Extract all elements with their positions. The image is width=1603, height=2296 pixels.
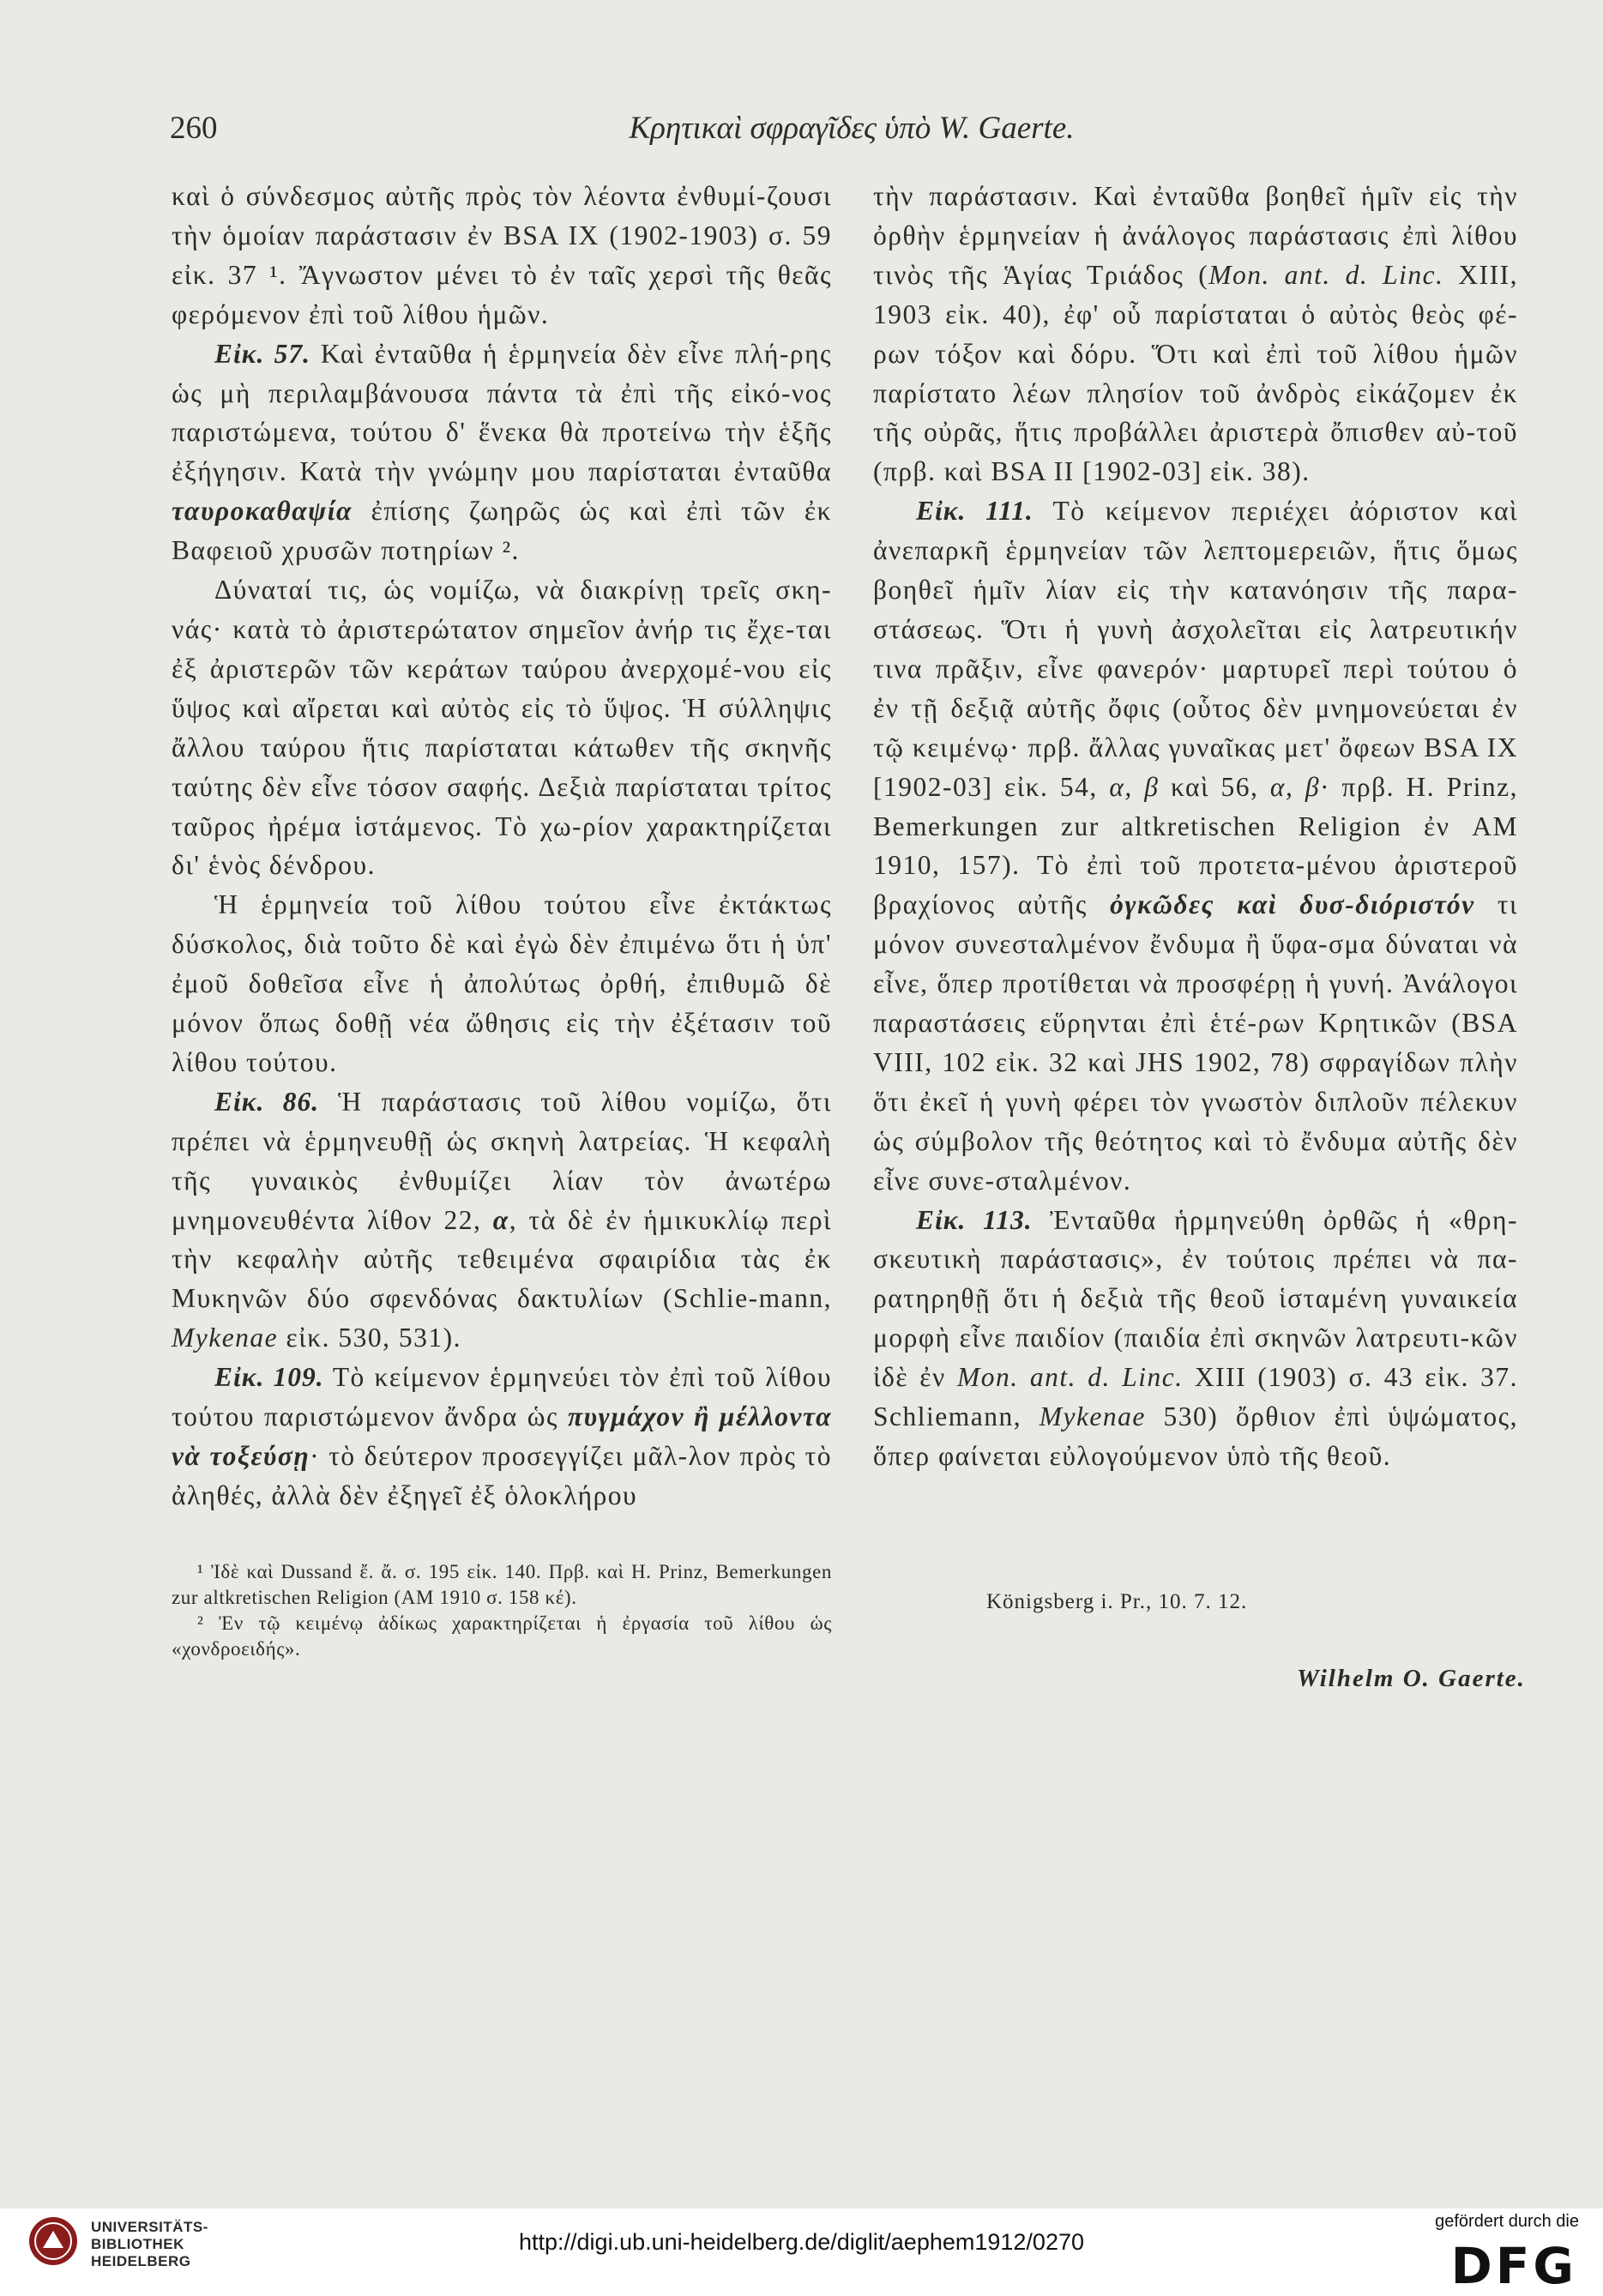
- footnote: ² Ἐν τῷ κειμένῳ ἀδίκως χαρακτηρίζεται ἡ ἐργασία τοῦ λίθου ὡς «χονδροειδής».: [172, 1612, 832, 1660]
- digitization-footer: [0, 2209, 1603, 2296]
- funder-label: gefördert durch die: [1435, 2212, 1579, 2231]
- paragraph-text: XIII, 1903 εἰκ. 40), ἐφ' οὗ παρίσταται ὁ αὐτὸς θεὸς φέ-ρων τόξον καὶ δόρυ. Ὅτι καὶ ἐπὶ τοῦ λίθου ἡμῶν παρίστατο λέων πλησίον τοῦ ἀνδρὸς εἰκάζομεν ἐκ τῆς οὐρᾶς, ἥτις προβάλλει ἀριστερὰ ὄπισθεν αὐ-τοῦ (πρβ. καὶ BSA II [1902-03] εἰκ. 38).: [873, 259, 1518, 487]
- emphasis-text: Mon. ant. d. Linc.: [957, 1362, 1184, 1393]
- left-column: [172, 177, 832, 1516]
- footnotes: [172, 1559, 832, 1662]
- emphasis-text: α, β: [1109, 771, 1160, 802]
- paragraph: [172, 334, 832, 570]
- running-title: Κρητικαὶ σφραγῖδες ὑπὸ W. Gaerte.: [629, 111, 1075, 146]
- library-name-line: BIBLIOTHEK: [91, 2236, 184, 2252]
- paragraph-text: 530) ὄρθιον ἐπὶ ὑψώματος, ὅπερ φαίνεται εὐλογούμενον ὑπὸ τῆς θεοῦ.: [873, 1401, 1519, 1471]
- author-signature: Wilhelm O. Gaerte.: [1297, 1665, 1526, 1692]
- figure-label: Εἰκ. 113.: [916, 1204, 1033, 1235]
- emphasis-text: Mykenae: [172, 1323, 279, 1353]
- paragraph: [873, 1201, 1518, 1476]
- figure-label: Εἰκ. 86.: [214, 1086, 320, 1117]
- paragraph-text: , τὰ δὲ ἐν ἡμικυκλίῳ περὶ τὴν κεφαλὴν αὐτῆς τεθειμένα σφαιρίδια τὰς ἐκ Μυκηνῶν δύο σφενδόνας δακτυλίων (Schlie-mann,: [172, 1204, 833, 1314]
- emphasis-text: ταυροκαθαψία: [172, 496, 353, 527]
- dfg-logo-icon: [1425, 2235, 1579, 2290]
- paragraph: [172, 1082, 832, 1358]
- paragraph-text: Ἡ ἑρμηνεία τοῦ λίθου τούτου εἶνε ἐκτάκτως δύσκολος, διὰ τοῦτο δὲ καὶ ἐγὼ δὲν ἐπιμένω ὅτι ἡ ὑπ' ἐμοῦ δοθεῖσα εἶνε ἡ ἀπολύτως ὀρθή, ἐπιθυμῶ δὲ μόνον ὅπως δοθῇ νέα ὤθησις εἰς τὴν ἐξέτασιν τοῦ λίθου τούτου.: [172, 889, 832, 1077]
- figure-label: Εἰκ. 111.: [916, 496, 1034, 527]
- page-header: [170, 110, 1534, 149]
- paragraph-text: Τὸ κείμενον περιέχει ἀόριστον καὶ ἀνεπαρκῆ ἑρμηνείαν τῶν λεπτομερειῶν, ἥτις ὅμως βοηθεῖ ἡμῖν λίαν εἰς τὴν κατανόησιν τῆς παρα-στάσεως. Ὅτι ἡ γυνὴ ἀσχολεῖται εἰς λατρευτικήν τινα πρᾶξιν, εἶνε φανερόν· μαρτυρεῖ περὶ τούτου ὁ ἐν τῇ δεξιᾷ αὐτῆς ὄφις (οὗτος δὲν μνημονεύεται ἐν τῷ κειμένῳ· πρβ. ἄλλας γυναῖκας μετ' ὄφεων BSA IX [1902-03] εἰκ. 54,: [873, 496, 1519, 802]
- paragraph-text: ἐπίσης ζωηρῶς ὡς καὶ ἐπὶ τῶν ἐκ Βαφειοῦ χρυσῶν ποτηρίων ².: [172, 496, 832, 566]
- paragraph: [873, 177, 1518, 491]
- paragraph-text: καὶ 56,: [1170, 771, 1259, 802]
- paragraph-text: τι μόνον συνεσταλμένον ἔνδυμα ἢ ὕφα-σμα δύναται νὰ εἶνε, ὅπερ προτίθεται νὰ προσφέρῃ ἡ γυνή. Ἀνάλογοι παραστάσεις εὕρηνται ἐπὶ ἑτέ-ρων Κρητικῶν (BSA VIII, 102 εἰκ. 32 καὶ JHS 1902, 78) σφραγίδων πλὴν ὅτι ἐκεῖ ἡ γυνὴ φέρει τὸν γνωστὸν διπλοῦν πέλεκυν ὡς σύμβολον τῆς θεότητος καὶ τὸ ἔνδυμα αὐτῆς δὲν εἶνε συνε-σταλμένον.: [873, 889, 1518, 1196]
- right-column: [873, 177, 1518, 1476]
- paragraph-text: Ἐνταῦθα ἡρμηνεύθη ὀρθῶς ἡ «θρη-σκευτικὴ παράστασις», ἐν τούτοις πρέπει νὰ πα-ρατηρηθῇ ὅτι ἡ δεξιὰ τῆς θεοῦ ἱσταμένη γυναικεία μορφὴ εἶνε παιδίον (παιδία ἐπὶ σκηνῶν λατρευτι-κῶν ἰδὲ ἐν: [873, 1204, 1518, 1393]
- paragraph: [873, 491, 1518, 1200]
- figure-label: Εἰκ. 109.: [214, 1362, 324, 1393]
- paragraph-text: τὴν παράστασιν. Καὶ ἐνταῦθα βοηθεῖ ἡμῖν εἰς τὴν ὀρθὴν ἑρμηνείαν ἡ ἀνάλογος παράστασις ἐπὶ λίθου τινὸς τῆς Ἁγίας Τριάδος (: [873, 181, 1518, 290]
- source-url[interactable]: http://digi.ub.uni-heidelberg.de/diglit/aephem1912/0270: [519, 2229, 1084, 2255]
- library-name-line: HEIDELBERG: [91, 2253, 191, 2269]
- dfg-logo-text: DFG: [1450, 2237, 1577, 2290]
- paragraph-text: Ἡ παράστασις τοῦ λίθου νομίζω, ὅτι πρέπει νὰ ἑρμηνευθῇ ὡς σκηνὴ λατρείας. Ἡ κεφαλὴ τῆς γυναικὸς ἐνθυμίζει λίαν τὸν ἀνωτέρω μνημονευθέντα λίθον 22,: [172, 1086, 833, 1235]
- page-number: 260: [170, 111, 218, 146]
- library-name-line: UNIVERSITÄTS-: [91, 2219, 208, 2235]
- funder: [1399, 2212, 1579, 2290]
- paragraph: [172, 885, 832, 1082]
- paragraph-text: Καὶ ἐνταῦθα ἡ ἑρμηνεία δὲν εἶνε πλή-ρης ὡς μὴ περιλαμβάνουσα πάντα τὰ ἐπὶ τῆς εἰκό-νος παριστώμενα, τούτου δ' ἕνεκα θὰ προτείνω τὴν ἑξῆς ἐξήγησιν. Κατὰ τὴν γνώμην μου παρίσταται ἐνταῦθα: [172, 338, 833, 487]
- paragraph-text: εἰκ. 530, 531).: [286, 1323, 461, 1353]
- emphasis-text: α, β: [1269, 771, 1321, 802]
- paragraph-text: Τὸ κείμενον ἑρμηνεύει τὸν ἐπὶ τοῦ λίθου τούτου παριστώμενον ἄνδρα ὡς: [172, 1362, 832, 1432]
- figure-label: Εἰκ. 57.: [214, 338, 311, 369]
- emphasis-text: Mykenae: [1039, 1401, 1146, 1432]
- emphasis-text: Mon. ant. d. Linc.: [1208, 259, 1444, 290]
- place-date: Königsberg i. Pr., 10. 7. 12.: [986, 1590, 1248, 1613]
- paragraph: [172, 177, 832, 334]
- paragraph-text: · πρβ. H. Prinz, Bemerkungen zur altkretischen Religion ἐν AM 1910, 157). Τὸ ἐπὶ τοῦ προτετα-μένου ἀριστεροῦ βραχίονος αὐτῆς: [873, 771, 1519, 920]
- paragraph-text: · τὸ δεύτερον προσεγγίζει μᾶλ-λον πρὸς τὸ ἀληθές, ἀλλὰ δὲν ἐξηγεῖ ἐξ ὁλοκλήρου: [172, 1441, 832, 1510]
- footnote: ¹ Ἰδὲ καὶ Dussand ἔ. ἄ. σ. 195 εἰκ. 140. Πρβ. καὶ H. Prinz, Bemerkungen zur altkretischen Religion (AM 1910 σ. 158 κέ).: [172, 1561, 832, 1608]
- paragraph-text: Δύναταί τις, ὡς νομίζω, νὰ διακρίνῃ τρεῖς σκη-νάς· κατὰ τὸ ἀριστερώτατον σημεῖον ἀνήρ τις ἔχε-ται ἐξ ἀριστερῶν τῶν κεράτων ταύρου ἀνερχομέ-νου εἰς ὕψος καὶ αἴρεται καὶ αὐτὸς εἰς τὸ ὕψος. Ἡ σύλληψις ἄλλου ταύρου ἥτις παρίσταται κάτωθεν τῆς σκηνῆς ταύτης δὲν εἶνε τόσον σαφής. Δεξιὰ παρίσταται τρίτος ταῦρος ἠρέμα ἱστάμενος. Τὸ χω-ρίον χαρακτηρίζεται δι' ἑνὸς δένδρου.: [172, 575, 832, 881]
- emphasis-text: πυγμάχον ἢ μέλλοντα νὰ τοξεύσῃ: [172, 1401, 833, 1471]
- emphasis-text: ὀγκῶδες καὶ δυσ-διόριστόν: [1110, 889, 1475, 920]
- emphasis-text: α: [492, 1204, 509, 1235]
- paragraph-text: καὶ ὁ σύνδεσμος αὐτῆς πρὸς τὸν λέοντα ἐνθυμί-ζουσι τὴν ὁμοίαν παράστασιν ἐν BSA IX (1902-1903) σ. 59 εἰκ. 37 ¹. Ἄγνωστον μένει τὸ ἐν ταῖς χερσὶ τῆς θεᾶς φερόμενον ἐπὶ τοῦ λίθου ἡμῶν.: [172, 181, 832, 329]
- paragraph: [172, 1358, 832, 1516]
- paragraph-text: XIII (1903) σ. 43 εἰκ. 37. Schliemann,: [873, 1362, 1519, 1432]
- paragraph: [172, 570, 832, 885]
